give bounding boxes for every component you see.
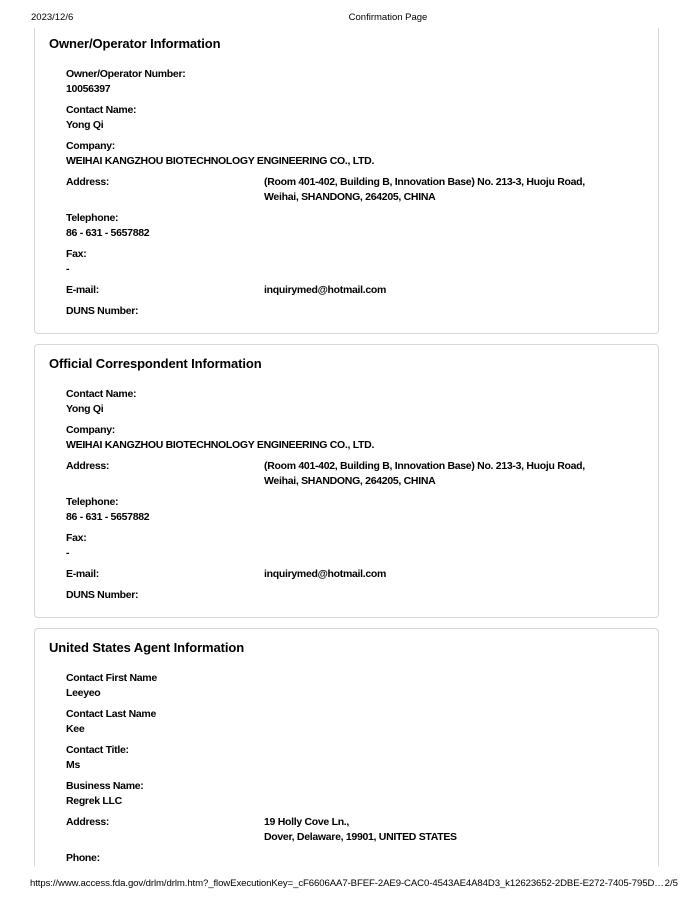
fields-list: [49, 671, 644, 866]
field-row: [66, 779, 644, 809]
field-row: [66, 211, 644, 241]
field-value-line: Weihai, SHANDONG, 264205, CHINA: [264, 191, 436, 203]
field-value-line: Ms: [66, 759, 80, 771]
field-value-line: Regrek LLC: [66, 795, 122, 807]
info-section: [34, 344, 659, 618]
field-value: [264, 815, 644, 845]
field-value-line: Weihai, SHANDONG, 264205, CHINA: [264, 475, 436, 487]
section-title: Owner/Operator Information: [49, 36, 221, 51]
field-value: [66, 154, 644, 169]
field-label: Contact Title:: [66, 744, 129, 756]
field-label: Contact Name:: [66, 388, 137, 400]
field-value-line: 86 - 631 - 5657882: [66, 511, 150, 523]
print-title: Confirmation Page: [348, 12, 428, 23]
field-value-line: -: [66, 263, 70, 275]
field-value: [264, 283, 644, 298]
field-value: [66, 794, 644, 809]
field-value: [66, 758, 644, 773]
field-value-line: Yong Qi: [66, 403, 104, 415]
field-value: [66, 686, 644, 701]
field-row: [66, 139, 644, 169]
field-row: [66, 67, 644, 97]
field-row: [66, 495, 644, 525]
field-row: [66, 531, 644, 561]
field-value-line: inquirymed@hotmail.com: [264, 568, 387, 580]
field-value-line: (Room 401-402, Building B, Innovation Base) No. 213-3, Huoju Road,: [264, 460, 585, 472]
field-label: Phone:: [66, 852, 100, 864]
field-label: Address:: [66, 460, 110, 472]
field-row: [66, 707, 644, 737]
field-row: [66, 567, 644, 582]
field-row: [66, 459, 644, 489]
field-row: [66, 387, 644, 417]
section-title: Official Correspondent Information: [49, 356, 262, 371]
field-value-line: WEIHAI KANGZHOU BIOTECHNOLOGY ENGINEERING CO., LTD.: [66, 439, 375, 451]
field-label: Address:: [66, 176, 110, 188]
sections-container: [34, 28, 659, 876]
fields-list: [49, 387, 644, 603]
field-value-line: Dover, Delaware, 19901, UNITED STATES: [264, 831, 457, 843]
field-row: [66, 851, 644, 866]
print-date: 2023/12/6: [31, 12, 74, 23]
field-row: [66, 588, 644, 603]
field-row: [66, 103, 644, 133]
field-value-line: Yong Qi: [66, 119, 104, 131]
field-value: [264, 459, 644, 489]
section-title: United States Agent Information: [49, 640, 245, 655]
field-value-line: 86 - 631 - 5657882: [66, 227, 150, 239]
field-label: Contact Last Name: [66, 708, 157, 720]
field-value: [66, 118, 644, 133]
field-row: [66, 247, 644, 277]
field-row: [66, 743, 644, 773]
field-value-line: 10056397: [66, 83, 111, 95]
field-value: [264, 567, 644, 582]
field-value-line: Leeyeo: [66, 687, 101, 699]
field-label: Company:: [66, 424, 115, 436]
field-row: [66, 815, 644, 845]
info-section: [34, 28, 659, 334]
page-indicator: 2/5: [664, 878, 678, 889]
field-value: [66, 438, 644, 453]
field-value: [264, 175, 644, 205]
field-value: [66, 510, 644, 525]
field-value: [66, 722, 644, 737]
field-value: [66, 262, 644, 277]
field-value: [66, 546, 644, 561]
field-label: DUNS Number:: [66, 589, 139, 601]
field-row: [66, 304, 644, 319]
field-label: DUNS Number:: [66, 305, 139, 317]
field-label: E-mail:: [66, 568, 99, 580]
field-label: Owner/Operator Number:: [66, 68, 186, 80]
field-label: Telephone:: [66, 496, 119, 508]
field-label: Business Name:: [66, 780, 144, 792]
field-label: Fax:: [66, 248, 87, 260]
field-value-line: -: [66, 547, 70, 559]
field-label: Telephone:: [66, 212, 119, 224]
field-row: [66, 175, 644, 205]
fields-list: [49, 67, 644, 319]
field-value-line: 19 Holly Cove Ln.,: [264, 816, 350, 828]
field-row: [66, 671, 644, 701]
source-url: https://www.access.fda.gov/drlm/drlm.htm?_flowExecutionKey=_cF6606AA7-BFEF-2AE9-CAC0-4543AE4A84D3_k12623652-2DBE-E272-7405-795D…: [30, 878, 664, 889]
info-section: [34, 628, 659, 866]
field-label: E-mail:: [66, 284, 99, 296]
field-value-line: Kee: [66, 723, 85, 735]
field-value-line: WEIHAI KANGZHOU BIOTECHNOLOGY ENGINEERING CO., LTD.: [66, 155, 375, 167]
field-value: [66, 226, 644, 241]
field-label: Fax:: [66, 532, 87, 544]
field-row: [66, 283, 644, 298]
field-value-line: inquirymed@hotmail.com: [264, 284, 387, 296]
field-value: [66, 82, 644, 97]
field-value: [66, 402, 644, 417]
field-label: Company:: [66, 140, 115, 152]
field-label: Contact First Name: [66, 672, 157, 684]
field-row: [66, 423, 644, 453]
field-label: Contact Name:: [66, 104, 137, 116]
field-label: Address:: [66, 816, 110, 828]
field-value-line: (Room 401-402, Building B, Innovation Base) No. 213-3, Huoju Road,: [264, 176, 585, 188]
